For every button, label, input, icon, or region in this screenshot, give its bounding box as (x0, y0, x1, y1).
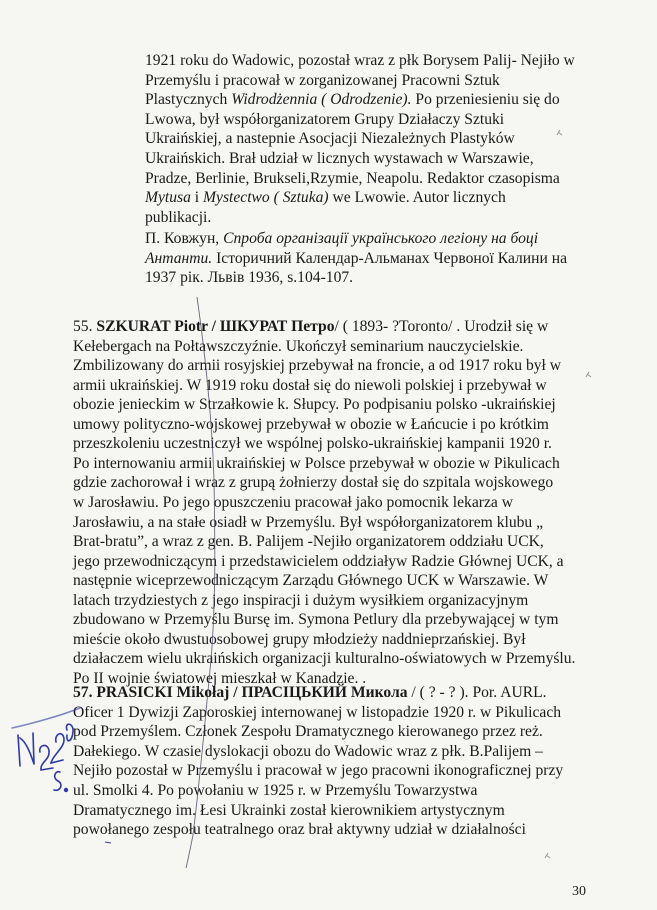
text-run: Спроба організації українського легіону на боці (223, 230, 539, 247)
stray-mark (557, 130, 562, 135)
text-run: przeszkoleniu uczestniczył we wspólnej polsko-ukraińskiej kampanii 1920 r. (73, 435, 552, 453)
text-run: Історичний Календар-Альманах Червоної Калини на (212, 249, 567, 267)
text-line (73, 473, 553, 492)
text-line (73, 722, 543, 741)
text-line (145, 249, 567, 268)
text-line (145, 169, 560, 188)
text-run: Widrodżennia ( Odrodzenie). (231, 91, 412, 109)
stray-mark (586, 372, 591, 377)
text-run: Przemyślu i pracował w zorganizowanej Pracowni Sztuk (145, 71, 500, 89)
text-line (145, 129, 515, 148)
text-line (145, 110, 504, 129)
text-run: 1921 roku do Wadowic, pozostał wraz z płk Borysem Palij- Nejiło w (145, 52, 575, 69)
text-run: pod Przemyślem. Członek Zespołu Dramatycznego kierowanego przez reż. (73, 723, 543, 741)
text-line (73, 781, 477, 800)
text-run: Jarosławiu, a na stałe osiadł w Przemyślu. Był współorganizatorem klubu „ (73, 513, 544, 531)
text-run: działaczem wielu ukraińskich organizacji kulturalno-oświatowych w Przemyślu. (73, 650, 576, 668)
text-line (73, 610, 558, 629)
text-line (73, 532, 544, 551)
text-run: jego przewodniczącym i przedstawicielem oddziaływ Radzie Głównej UCK, a (73, 552, 564, 570)
text-line (73, 415, 549, 434)
text-line (73, 513, 543, 532)
page-number: 30 (572, 884, 586, 899)
text-line (73, 703, 561, 722)
text-line (73, 337, 523, 356)
handwritten-note-mark (12, 708, 80, 791)
text-line (145, 71, 500, 90)
text-run: Brat-bratu”, a wraz z gen. B. Palijem -Nejiło organizatorem oddziału UCK, (73, 533, 544, 551)
text-run: umowy polityczno-wojskowej przebywał w obozie w Łańcucie i po krótkim (73, 415, 549, 433)
text-run: Pradze, Berlinie, Brukseli,Rzymie, Neapolu. Redaktor czasopisma (145, 169, 560, 187)
text-run: Dałekiego. W czasie dyslokacji obozu do Wadowic wraz z płk. B.Palijem – (73, 742, 543, 760)
text-run: zbudowano w Przemyślu Bursę im. Symona Petlury dla przebywającej w tym (73, 611, 559, 629)
text-line (73, 591, 528, 610)
text-run: mieście około dwustuosobowej grupy młodzieży naddnieprzańskiej. Był (73, 630, 526, 648)
stray-mark (105, 842, 111, 843)
text-run: Nejiło pozostał w Przemyślu i pracował w jego pracowni ikonograficznej przy (73, 762, 564, 780)
text-run: powołanego zespołu teatralnego oraz brał aktywny udział w działalności (73, 821, 526, 839)
text-run: Po II wojnie światowej mieszkał w Kanadzie. . (73, 669, 367, 687)
text-line (73, 630, 526, 649)
text-line (145, 188, 506, 207)
text-line (73, 742, 543, 761)
text-run: П. Ковжун, (145, 230, 224, 247)
text-run: latach trzydziestych z jego inspiracji i dużym wysiłkiem organizacyjnym (73, 591, 529, 609)
text-run: w Jarosławiu. Po jego opuszczeniu pracował jako pomocnik lekarza w (73, 493, 513, 511)
text-line (73, 317, 548, 336)
text-run: i (190, 189, 204, 207)
stray-mark (545, 853, 550, 858)
text-run: 55. (73, 318, 97, 335)
text-run: Mytusa (145, 189, 191, 207)
text-run: Po internowaniu armii ukraińskiej w Polsce przebywał w obozie w Pikulicach (73, 454, 560, 472)
text-run: ul. Smolki 4. Po powołaniu w 1925 r. w Przemyślu Towarzystwa (73, 782, 478, 799)
text-line (145, 229, 538, 248)
text-run: Ukraińskiej, a nastepnie Asocjacji Niezależnych Plastyków (145, 130, 515, 148)
text-line (73, 493, 513, 512)
text-line (73, 683, 547, 702)
text-line (73, 376, 547, 395)
text-line (73, 552, 564, 571)
text-line (145, 90, 560, 109)
text-line (73, 356, 561, 375)
text-line (73, 454, 560, 473)
text-line (145, 51, 575, 70)
text-run: SZKURAT Piotr / ШКУРАТ Петро (96, 318, 335, 335)
text-run: / ( 1893- ?Toronto/ . Urodził się w (334, 318, 549, 335)
text-line (145, 208, 211, 227)
text-line (73, 434, 552, 453)
text-run: Dramatycznego im. Łesi Ukrainki został kierownikiem artystycznym (73, 801, 505, 819)
text-run: Zmbilizowany do armii rosyjskiej przebywał na froncie, a od 1917 roku był w (73, 357, 562, 375)
text-run: armii ukraińskiej. W 1919 roku dostał się do niewoli polskiej i przebywał w (73, 376, 547, 394)
text-run: obozie jenieckim w Strzałkowie k. Słupcy. Po podpisaniu polsko -ukraińskiej (73, 396, 556, 414)
text-line (73, 395, 556, 414)
text-run: Lwowa, był współorganizatorem Grupy Działaczy Sztuki (145, 110, 505, 128)
text-run: Kełebergach na Połtawszczyźnie. Ukończył seminarium nauczycielskie. (73, 337, 524, 355)
text-run: Po przeniesieniu się do (411, 91, 560, 109)
text-run: 1937 рік. Львів 1936, s.104-107. (145, 269, 354, 287)
text-line (73, 571, 548, 590)
text-line (73, 820, 526, 839)
text-run: we Lwowie. Autor licznych (328, 189, 506, 207)
text-run: publikacji. (145, 208, 212, 226)
text-line (73, 761, 563, 780)
text-run: gdzie zachorował i wraz z grupą żołnierzy dostał się do szpitala wojskowego (73, 474, 554, 492)
text-line (73, 649, 575, 668)
text-run: Plastycznych (145, 91, 232, 109)
text-run: Антанти. (145, 249, 213, 267)
text-run: 57. PRASICKI Mikołaj / ПРАСІЦЬКИЙ Микола (73, 684, 408, 701)
text-run: Oficer 1 Dywizji Zaporoskiej internowanej w listopadzie 1920 r. w Pikulicach (73, 703, 562, 721)
text-run: następnie wiceprzewodniczącym Zarządu Głównego UCK w Warszawie. W (73, 572, 549, 590)
text-line (145, 268, 353, 287)
text-run: Mystectwo ( Sztuka) (203, 189, 329, 207)
text-line (145, 149, 534, 168)
text-run: Ukraińskich. Brał udział w licznych wystawach w Warszawie, (145, 150, 534, 167)
text-run: / ( ? - ? ). Por. AURL. (407, 684, 547, 701)
text-line (73, 801, 505, 820)
